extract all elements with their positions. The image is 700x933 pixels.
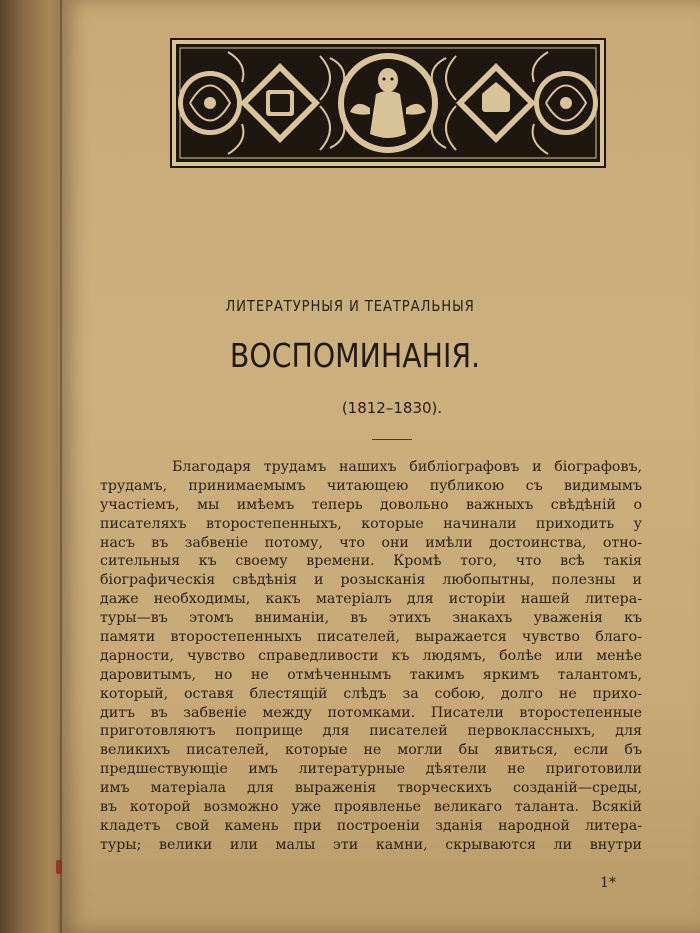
book-left-edge	[0, 0, 62, 933]
text-line: который, оставя блестящій слѣдъ за собою, долго не прихо-	[100, 685, 642, 702]
text-line: туры; велики или малы эти камни, скрываются ли внутри	[100, 836, 642, 853]
body-paragraph	[100, 458, 642, 855]
text-line: писателяхъ второстепенныхъ, которые начинали приходить у	[100, 515, 642, 532]
text-line: дарности, чувство справедливости къ людямъ, болѣе или менѣе	[100, 647, 642, 664]
text-line: въ которой возможно уже проявленье великаго таланта. Всякій	[100, 799, 642, 816]
separator-rule	[372, 439, 412, 440]
text-line: кладетъ свой камень при построеніи зданія народной литера-	[100, 817, 642, 834]
text-line: великихъ писателей, которые не могли бы явиться, если бъ	[100, 742, 642, 759]
page-gutter	[60, 0, 62, 933]
text-line: имъ матеріала для выраженія творческихъ созданій—среды,	[100, 780, 642, 797]
text-line: участіемъ, мы имѣемъ теперь довольно важныхъ свѣдѣній о	[100, 496, 642, 513]
text-line: памяти второстепенныхъ писателей, выражается чувство благо-	[100, 629, 642, 646]
text-line: Благодаря трудамъ нашихъ библіографовъ и біографовъ,	[172, 459, 642, 475]
decorative-headpiece-ornament	[170, 38, 606, 168]
text-line: трудамъ, принимаемымъ читающею публикою съ видимымъ	[100, 477, 642, 494]
text-line: сительныя къ своему времени. Кромѣ того, что всѣ такія	[100, 553, 642, 570]
book-title: ВОСПОМИНАНІЯ.	[229, 336, 481, 375]
text-line: туры—въ этомъ вниманіи, въ этихъ знакахъ уваженія къ	[100, 610, 642, 627]
date-range: (1812–1830).	[341, 399, 443, 417]
text-line: даже необходимы, какъ матеріалъ для исторіи нашей литера-	[100, 591, 642, 608]
page-number: 1*	[600, 875, 616, 891]
text-line: даровитымъ, но не отмѣченнымъ такимъ яркимъ талантомъ,	[100, 666, 642, 683]
text-line: приготовляютъ поприще для писателей первоклассныхъ, для	[100, 723, 642, 740]
text-line: насъ въ забвеніе потому, что они имѣли достоинства, отно-	[100, 534, 642, 551]
book-subtitle: ЛИТЕРАТУРНЫЯ И ТЕАТРАЛЬНЫЯ	[225, 297, 475, 315]
margin-mark	[56, 860, 62, 874]
text-line: предшествующіе имъ литературные дѣятели не приготовили	[100, 761, 642, 778]
text-line: дитъ въ забвеніе между потомками. Писатели второстепенные	[100, 704, 642, 721]
text-line: біографическія свѣдѣнія и розысканія любопытны, полезны и	[100, 572, 642, 589]
